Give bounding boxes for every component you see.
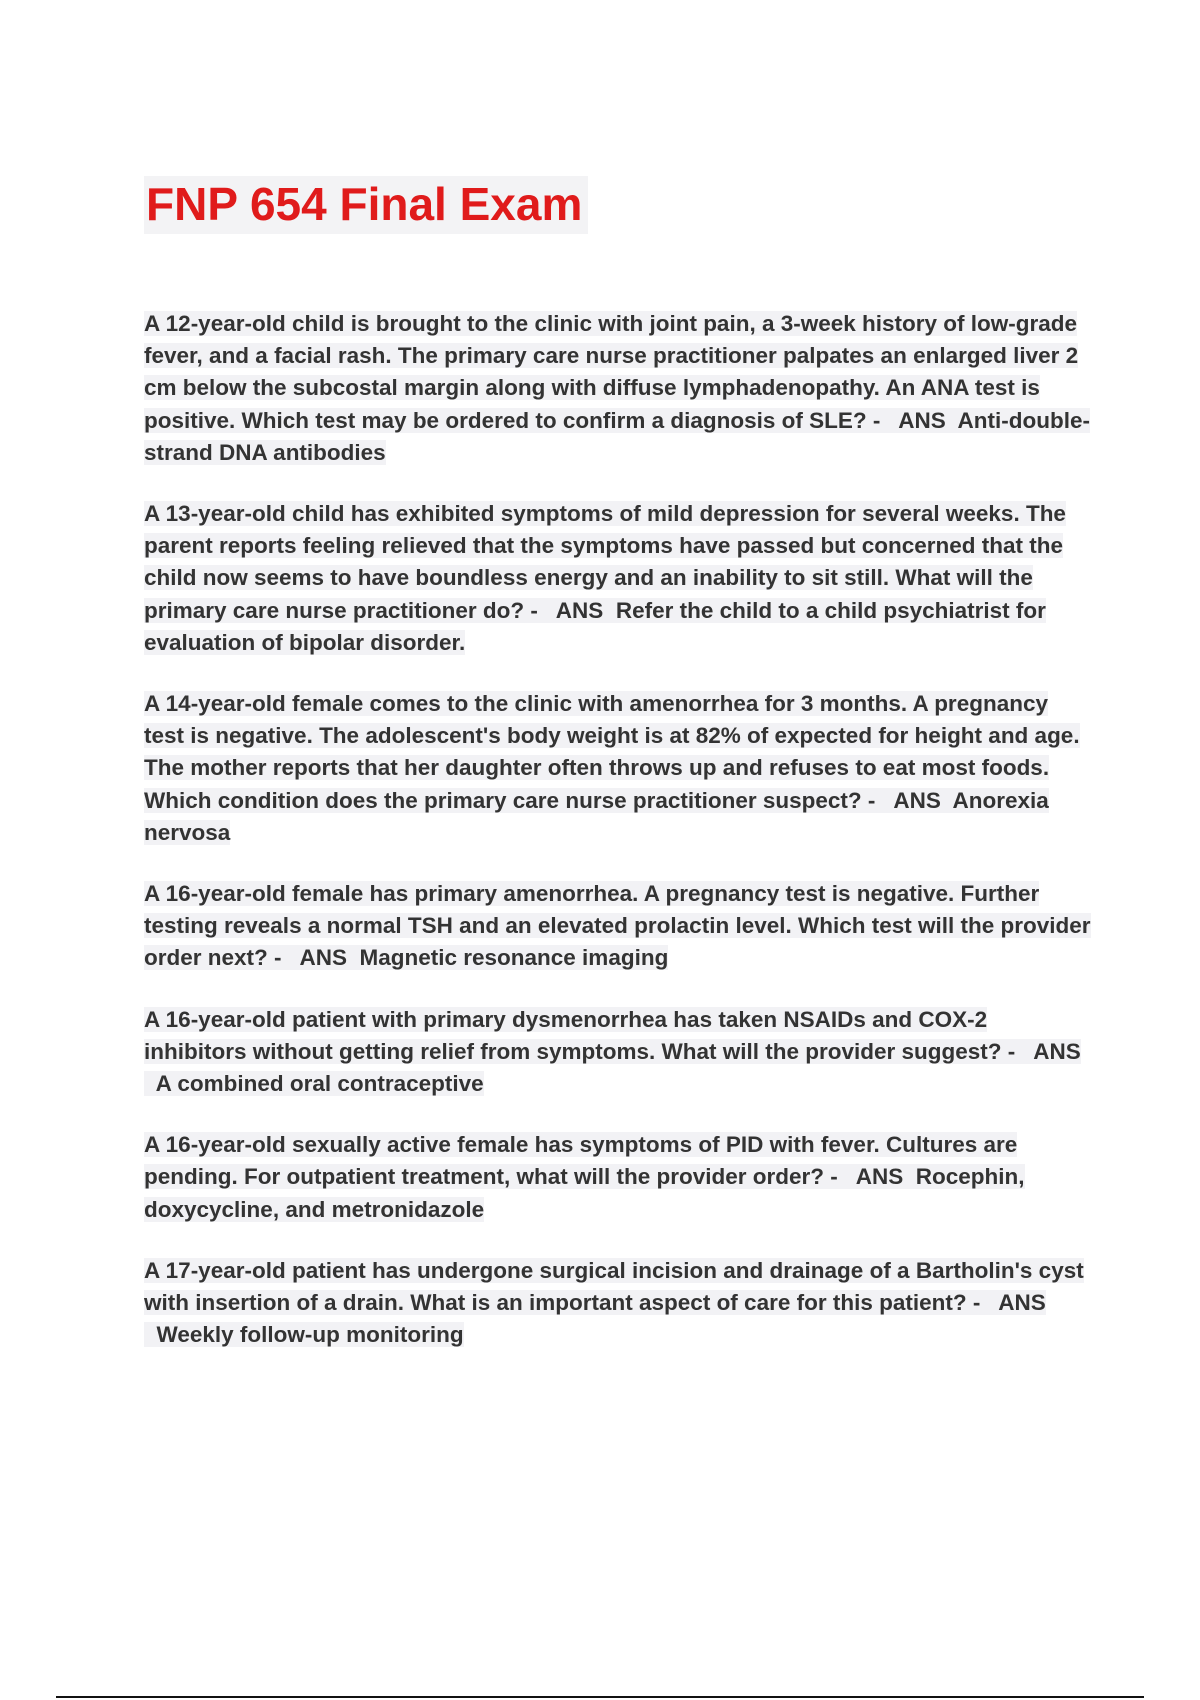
answer-label: ANS [998, 1290, 1046, 1316]
answer-separator: - [824, 1164, 856, 1190]
qa-item [144, 498, 1094, 659]
answer-separator: - [267, 945, 300, 971]
answer-label: ANS [898, 407, 946, 433]
question-text: A 14-year-old female comes to the clinic with amenorrhea for 3 months. A pregnancy test is negative. The adolescent's body weight is at 82% of expected for height and age. The mother reports that her daughter often throws up and refuses to eat most foods. Which condition does the primary care nurse practitioner suspect? [144, 691, 1080, 813]
question-text: A 17-year-old patient has undergone surgical incision and drainage of a Bartholin's cyst with insertion of a drain. What is an important aspect of care for this patient? [144, 1257, 1084, 1316]
answer-text: Magnetic resonance imaging [359, 945, 669, 971]
answer-text: A combined oral contraceptive [155, 1071, 484, 1097]
footer-rule [56, 1696, 1144, 1698]
answer-text: Rocephin, doxycycline, and metronidazole [144, 1164, 1025, 1222]
document-title: FNP 654 Final Exam [144, 176, 588, 234]
answer-text: Anorexia nervosa [144, 787, 1049, 845]
qa-item [144, 688, 1094, 849]
question-text: A 13-year-old child has exhibited symptoms of mild depression for several weeks. The parent reports feeling relieved that the symptoms have passed but concerned that the child now seems to have boundless energy and an inability to sit still. What will the primary care nurse practitioner do? [144, 501, 1066, 623]
qa-item [144, 1129, 1094, 1226]
answer-separator: - [966, 1290, 999, 1316]
answer-separator: - [524, 597, 556, 623]
answer-text: Anti-double-strand DNA antibodies [144, 407, 1090, 465]
question-text: A 16-year-old female has primary amenorrhea. A pregnancy test is negative. Further testing reveals a normal TSH and an elevated prolactin level. Which test will the provider order next? [144, 881, 1091, 971]
answer-label: ANS [555, 597, 604, 623]
answer-label: ANS [855, 1164, 904, 1190]
answer-separator: - [861, 787, 894, 813]
answer-label: ANS [299, 945, 347, 971]
question-text: A 12-year-old child is brought to the clinic with joint pain, a 3-week history of low-grade fever, and a facial rash. The primary care nurse practitioner palpates an enlarged liver 2 cm below the subcostal margin along with diffuse lymphadenopathy. An ANA test is positive. Which test may be ordered to confirm a diagnosis of SLE? [144, 311, 1079, 433]
qa-item [144, 1255, 1094, 1352]
qa-item [144, 878, 1094, 975]
answer-label: ANS [1033, 1038, 1081, 1064]
question-text: A 16-year-old sexually active female has symptoms of PID with fever. Cultures are pending. For outpatient treatment, what will the provider order? [144, 1132, 1018, 1190]
qa-list [144, 308, 1094, 1380]
answer-separator: - [1001, 1038, 1034, 1064]
question-text: A 16-year-old patient with primary dysmenorrhea has taken NSAIDs and COX-2 inhibitors without getting relief from symptoms. What will the provider suggest? [144, 1006, 1002, 1064]
qa-item [144, 1004, 1094, 1101]
answer-separator: - [866, 407, 899, 433]
answer-label: ANS [893, 787, 941, 813]
qa-item [144, 308, 1094, 469]
answer-text: Refer the child to a child psychiatrist for evaluation of bipolar disorder. [144, 597, 1046, 655]
answer-text: Weekly follow-up monitoring [156, 1322, 464, 1348]
